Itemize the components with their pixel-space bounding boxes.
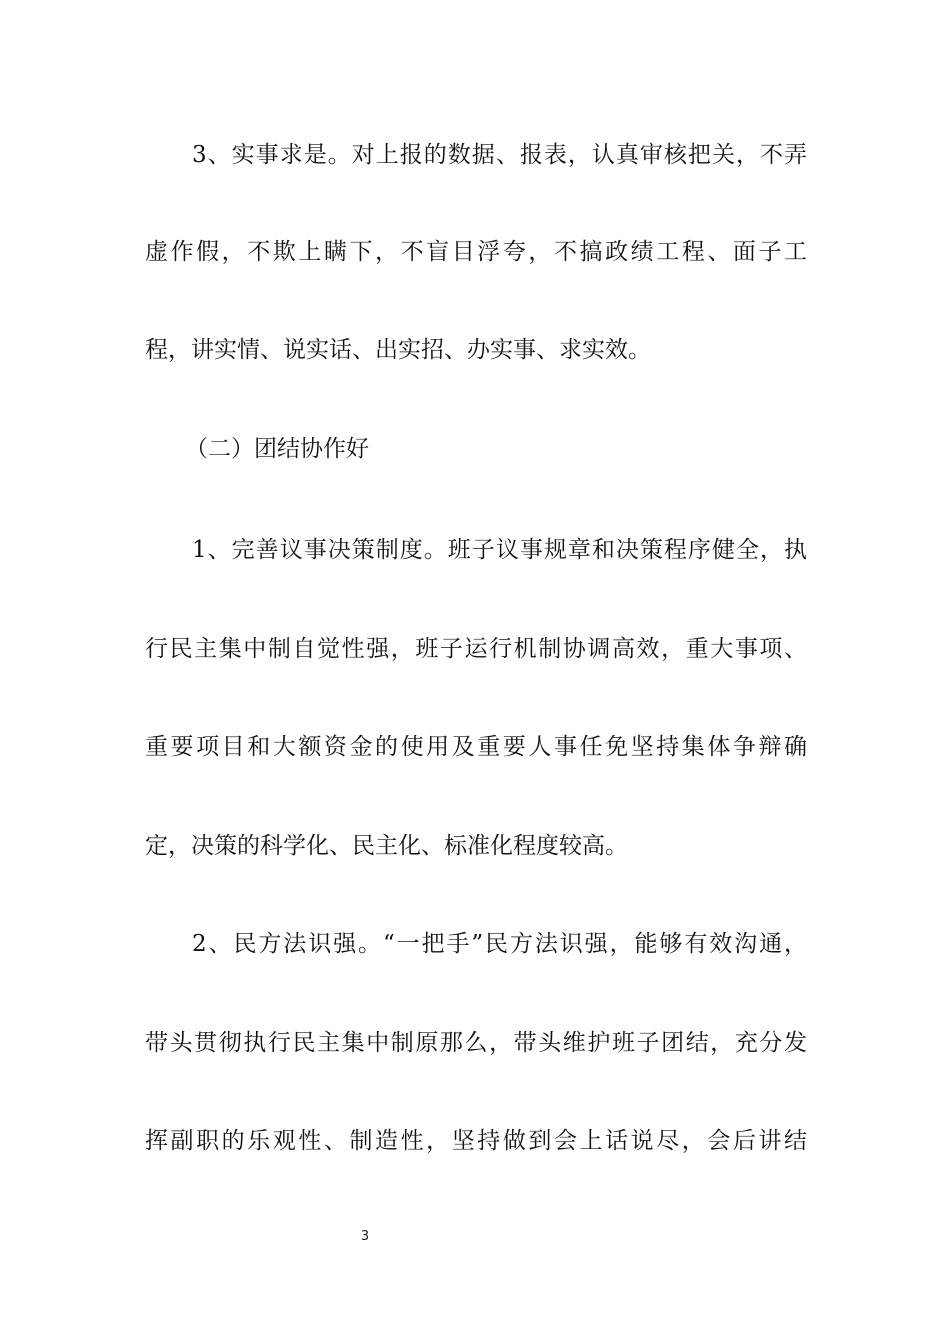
- paragraph-3-line-1: 3、实事求是。对上报的数据、报表，认真审核把关，不弄: [192, 142, 807, 168]
- paragraph-3-line-2: 虚作假，不欺上瞒下，不盲目浮夸，不搞政绩工程、面子工: [145, 239, 807, 265]
- page-number: 3: [360, 1229, 370, 1244]
- paragraph-1-line-2: 行民主集中制自觉性强，班子运行机制协调高效，重大事项、: [145, 636, 807, 662]
- paragraph-1-line-4: 定，决策的科学化、民主化、标准化程度较高。: [145, 833, 628, 859]
- paragraph-1-line-1: 1、完善议事决策制度。班子议事规章和决策程序健全，执: [192, 537, 807, 563]
- section-heading: （二）团结协作好: [185, 436, 369, 462]
- paragraph-3-line-3: 程，讲实情、说实话、出实招、办实事、求实效。: [145, 337, 651, 363]
- paragraph-2-line-2: 带头贯彻执行民主集中制原那么，带头维护班子团结，充分发: [145, 1030, 807, 1056]
- paragraph-2-line-1: 2、民方法识强。“一把手”民方法识强，能够有效沟通，: [192, 931, 807, 957]
- paragraph-1-line-3: 重要项目和大额资金的使用及重要人事任免坚持集体争辩确: [145, 734, 807, 760]
- paragraph-2-line-3: 挥副职的乐观性、制造性，坚持做到会上话说尽，会后讲结: [145, 1128, 807, 1154]
